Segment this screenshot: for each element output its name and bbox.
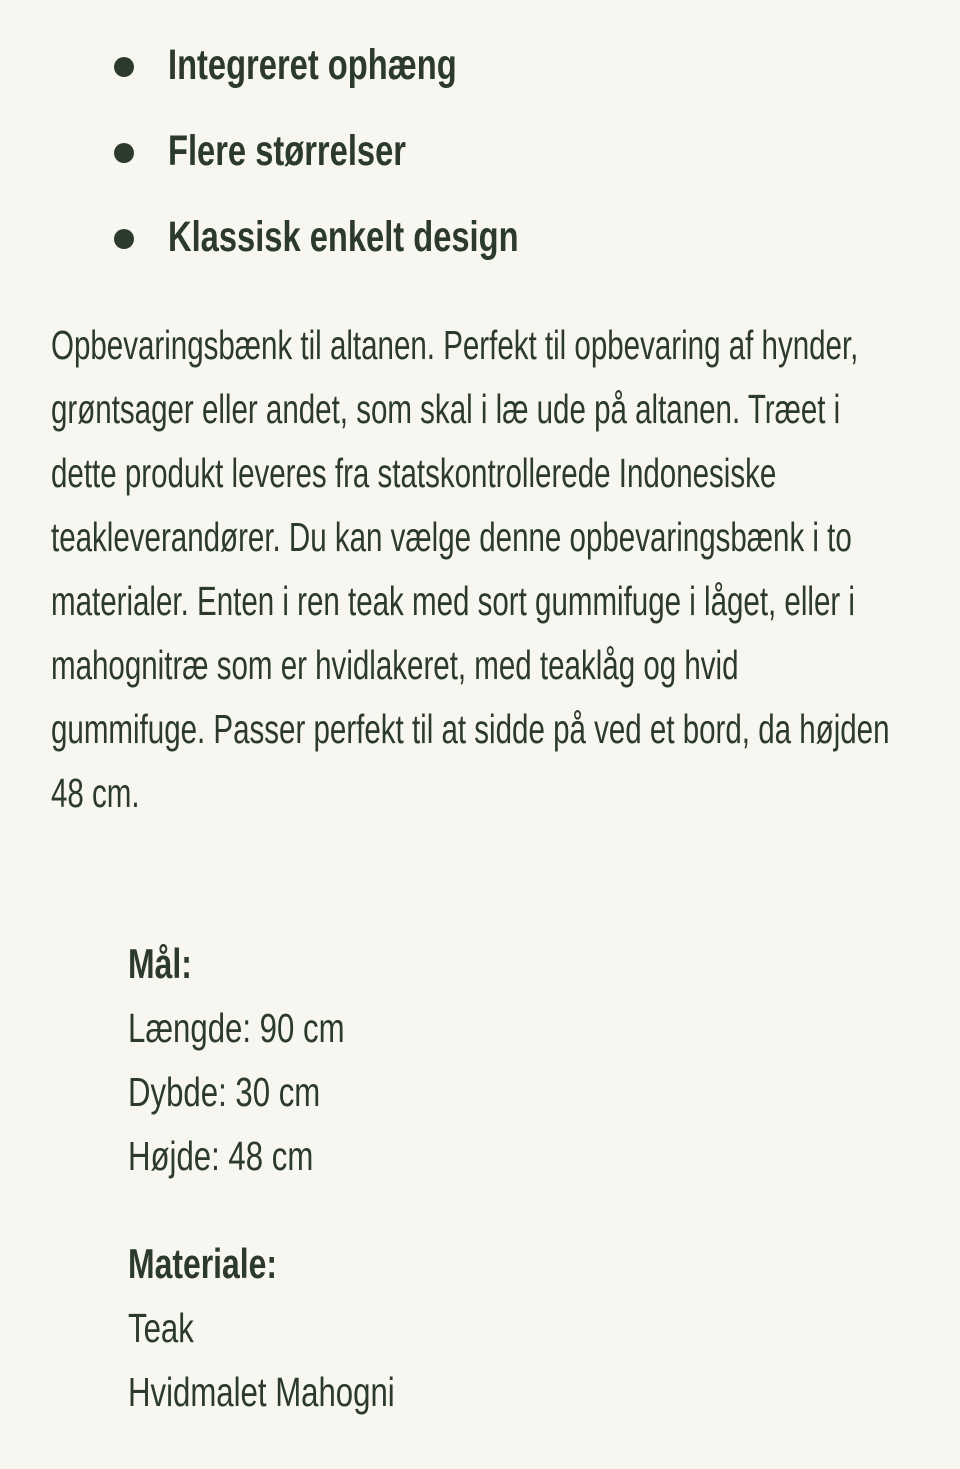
bullet-icon: [114, 143, 134, 163]
bullet-icon: [114, 229, 134, 249]
feature-label: Flere størrelser: [168, 127, 406, 175]
feature-item: [112, 34, 932, 120]
dimension-length: Længde: 90 cm: [128, 1005, 345, 1051]
dimension-height: Højde: 48 cm: [128, 1133, 314, 1179]
material-section: [128, 1232, 888, 1424]
dimensions-heading: Mål:: [128, 940, 192, 987]
material-heading: Materiale:: [128, 1240, 278, 1287]
material-option: Teak: [128, 1305, 194, 1351]
dimensions-section: [128, 932, 888, 1188]
feature-item: [112, 120, 932, 206]
feature-list: [112, 34, 932, 292]
product-description: Opbevaringsbænk til altanen. Perfekt til opbevaring af hynder, grøntsager eller andet, som skal i læ ude på altanen. Træet i dette produkt leveres fra statskontrollerede Indonesiske teakleverandører. Du kan vælge denne opbevaringsbænk i to materialer. Enten i ren teak med sort gummifuge i låget, eller i mahognitræ som er hvidlakeret, med teaklåg og hvid gummifuge. Passer perfekt til at sidde på ved et bord, da højden 48 cm.: [51, 322, 890, 816]
feature-label: Integreret ophæng: [168, 41, 457, 89]
dimension-depth: Dybde: 30 cm: [128, 1069, 321, 1115]
bullet-icon: [114, 57, 134, 77]
feature-label: Klassisk enkelt design: [168, 213, 519, 261]
feature-item: [112, 206, 932, 292]
material-option: Hvidmalet Mahogni: [128, 1369, 395, 1415]
